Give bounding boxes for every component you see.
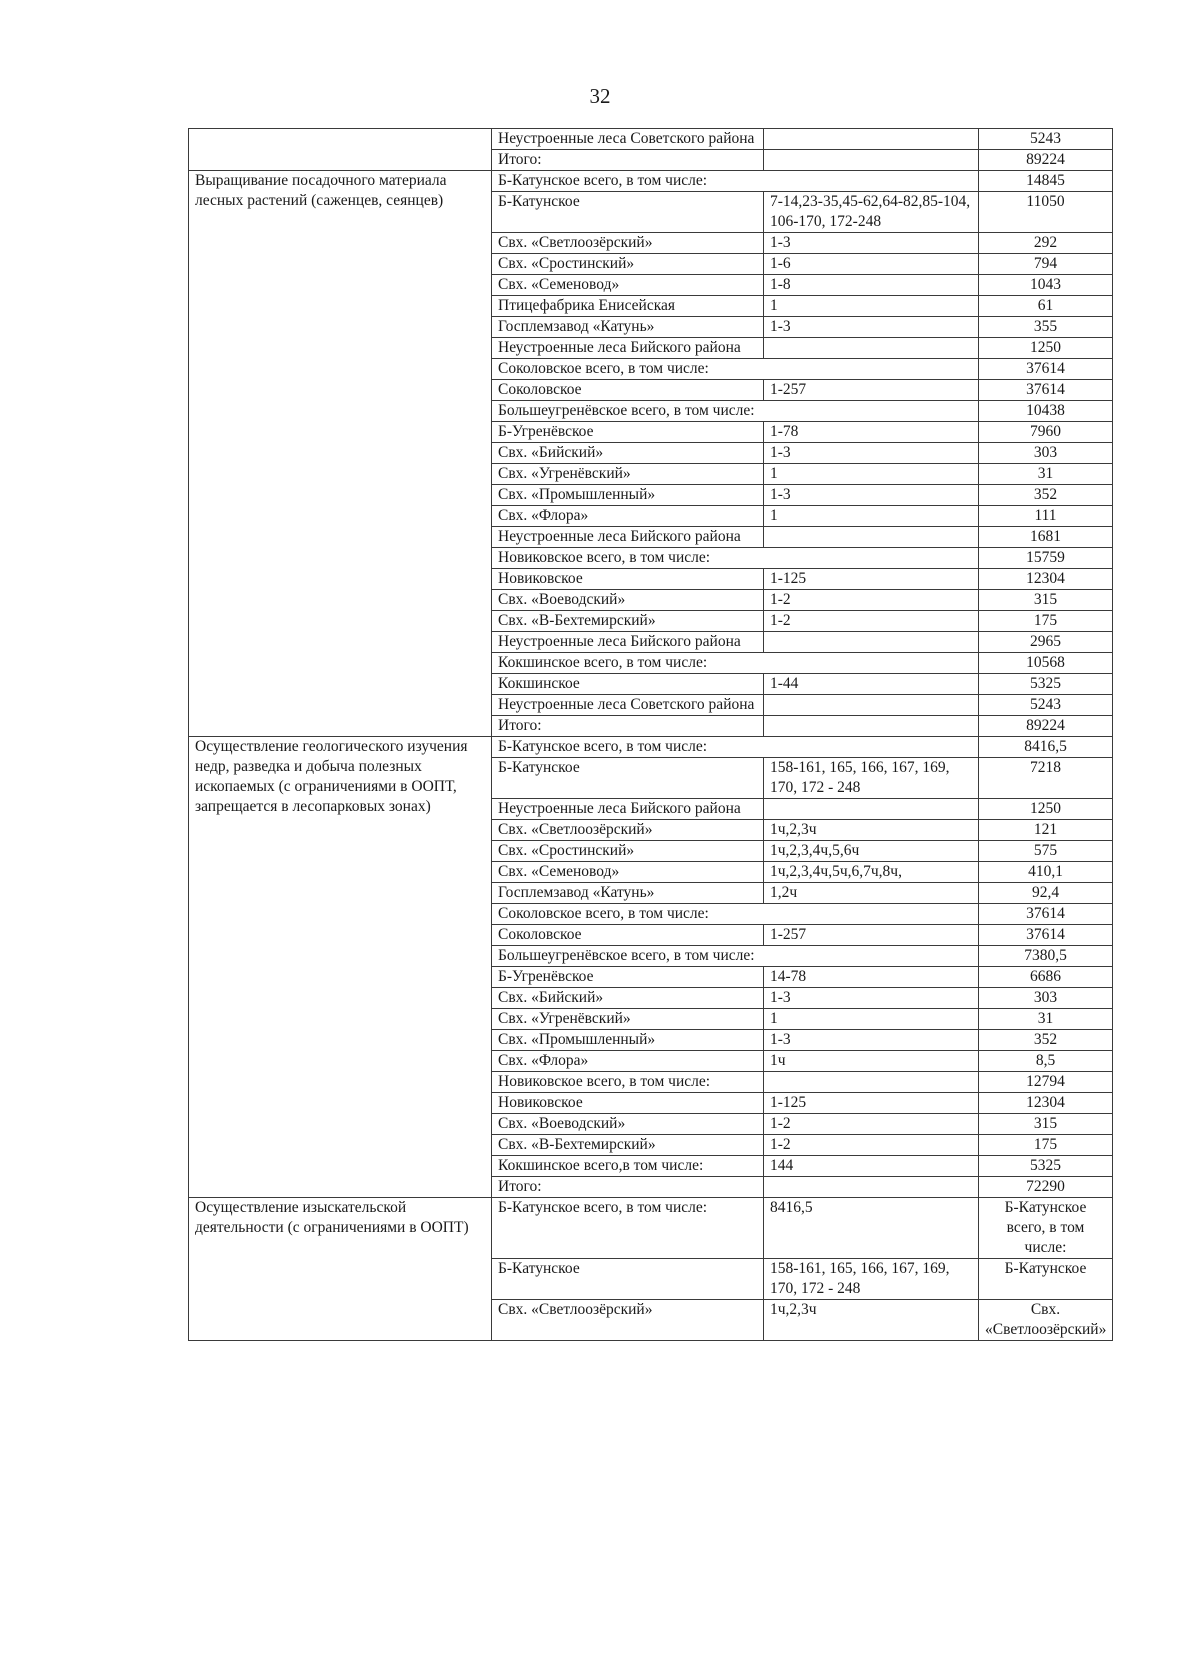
area-cell: 1250: [979, 338, 1113, 359]
area-cell: Б-Катунское всего, в том числе:: [979, 1198, 1113, 1259]
forestry-name-cell: Большеугренёвское всего, в том числе:: [492, 401, 979, 422]
area-cell: 61: [979, 296, 1113, 317]
quarters-cell: 1-3: [764, 485, 979, 506]
forestry-name-cell: Новиковское: [492, 569, 764, 590]
forestry-name-cell: Итого:: [492, 1177, 764, 1198]
quarters-cell: 1ч,2,3ч: [764, 820, 979, 841]
area-cell: 89224: [979, 150, 1113, 171]
table-row: [189, 737, 1113, 758]
area-cell: 121: [979, 820, 1113, 841]
quarters-cell: 1ч: [764, 1051, 979, 1072]
area-cell: 303: [979, 988, 1113, 1009]
activity-cell: [189, 129, 492, 171]
area-cell: 5325: [979, 1156, 1113, 1177]
forestry-name-cell: Свх. «Сростинский»: [492, 254, 764, 275]
forestry-name-cell: Кокшинское: [492, 674, 764, 695]
forestry-name-cell: Кокшинское всего,в том числе:: [492, 1156, 764, 1177]
forestry-name-cell: Свх. «В-Бехтемирский»: [492, 1135, 764, 1156]
quarters-cell: 1-78: [764, 422, 979, 443]
area-cell: 352: [979, 1030, 1113, 1051]
forestry-name-cell: Новиковское всего, в том числе:: [492, 1072, 764, 1093]
forestry-name-cell: Свх. «Семеновод»: [492, 275, 764, 296]
area-cell: 7218: [979, 758, 1113, 799]
quarters-cell: 1: [764, 506, 979, 527]
quarters-cell: 144: [764, 1156, 979, 1177]
quarters-cell: 1ч,2,3,4ч,5,6ч: [764, 841, 979, 862]
quarters-cell: 1: [764, 1009, 979, 1030]
area-cell: 8,5: [979, 1051, 1113, 1072]
forestry-name-cell: Свх. «Угренёвский»: [492, 1009, 764, 1030]
area-cell: 1681: [979, 527, 1113, 548]
quarters-cell: 1-3: [764, 443, 979, 464]
area-cell: 72290: [979, 1177, 1113, 1198]
area-cell: 10438: [979, 401, 1113, 422]
area-cell: 292: [979, 233, 1113, 254]
area-cell: 111: [979, 506, 1113, 527]
area-cell: 37614: [979, 904, 1113, 925]
forestry-name-cell: Свх. «Флора»: [492, 506, 764, 527]
forestry-name-cell: Свх. «Бийский»: [492, 988, 764, 1009]
table-row: [189, 1198, 1113, 1259]
area-cell: Б-Катунское: [979, 1259, 1113, 1300]
quarters-cell: 1,2ч: [764, 883, 979, 904]
quarters-cell: [764, 338, 979, 359]
forestry-name-cell: Свх. «Угренёвский»: [492, 464, 764, 485]
area-cell: 12304: [979, 1093, 1113, 1114]
area-cell: 175: [979, 1135, 1113, 1156]
area-cell: 11050: [979, 192, 1113, 233]
quarters-cell: [764, 1177, 979, 1198]
forestry-name-cell: Итого:: [492, 716, 764, 737]
quarters-cell: 158-161, 165, 166, 167, 169, 170, 172 - 248: [764, 1259, 979, 1300]
forestry-name-cell: Свх. «В-Бехтемирский»: [492, 611, 764, 632]
area-cell: 5243: [979, 695, 1113, 716]
quarters-cell: [764, 799, 979, 820]
area-cell: 355: [979, 317, 1113, 338]
forestry-name-cell: Итого:: [492, 150, 764, 171]
forestry-name-cell: Соколовское всего, в том числе:: [492, 904, 979, 925]
quarters-cell: 1-44: [764, 674, 979, 695]
forest-quarters-table: [188, 128, 1113, 1341]
area-cell: 2965: [979, 632, 1113, 653]
forestry-name-cell: Новиковское всего, в том числе:: [492, 548, 979, 569]
quarters-cell: 1-6: [764, 254, 979, 275]
forestry-name-cell: Свх. «Светлоозёрский»: [492, 233, 764, 254]
quarters-cell: 14-78: [764, 967, 979, 988]
forestry-name-cell: Б-Катунское всего, в том числе:: [492, 171, 979, 192]
page-number: 32: [589, 84, 611, 108]
forestry-name-cell: Неустроенные леса Советского района: [492, 129, 764, 150]
quarters-cell: 1-3: [764, 317, 979, 338]
table-row: [189, 129, 1113, 150]
quarters-cell: [764, 1072, 979, 1093]
area-cell: 31: [979, 464, 1113, 485]
forestry-name-cell: Соколовское: [492, 925, 764, 946]
area-cell: 8416,5: [979, 737, 1113, 758]
forestry-name-cell: Госплемзавод «Катунь»: [492, 317, 764, 338]
quarters-cell: [764, 527, 979, 548]
activity-cell: Выращивание посадочного материала лесных растений (саженцев, сеянцев): [189, 171, 492, 737]
forestry-name-cell: Неустроенные леса Советского района: [492, 695, 764, 716]
area-cell: 6686: [979, 967, 1113, 988]
table-row: [189, 171, 1113, 192]
quarters-cell: 1-257: [764, 925, 979, 946]
forestry-name-cell: Свх. «Воеводский»: [492, 1114, 764, 1135]
area-cell: 315: [979, 590, 1113, 611]
forestry-name-cell: Соколовское: [492, 380, 764, 401]
forestry-name-cell: Б-Угренёвское: [492, 967, 764, 988]
area-cell: 89224: [979, 716, 1113, 737]
quarters-cell: 1-3: [764, 233, 979, 254]
forestry-name-cell: Б-Угренёвское: [492, 422, 764, 443]
area-cell: 303: [979, 443, 1113, 464]
quarters-cell: 1-3: [764, 988, 979, 1009]
forestry-name-cell: Неустроенные леса Бийского района: [492, 799, 764, 820]
activity-cell: Осуществление геологического изучения недр, разведка и добыча полезных ископаемых (с ограничениями в ООПТ, запрещается в лесопарковых зонах): [189, 737, 492, 1198]
area-cell: 7960: [979, 422, 1113, 443]
quarters-cell: 8416,5: [764, 1198, 979, 1259]
forestry-name-cell: Свх. «Флора»: [492, 1051, 764, 1072]
forestry-name-cell: Б-Катунское всего, в том числе:: [492, 737, 979, 758]
activity-cell: Осуществление изыскательской деятельности (с ограничениями в ООПТ): [189, 1198, 492, 1341]
forestry-name-cell: Свх. «Светлоозёрский»: [492, 1300, 764, 1341]
area-cell: 1250: [979, 799, 1113, 820]
area-cell: 794: [979, 254, 1113, 275]
area-cell: 12304: [979, 569, 1113, 590]
forestry-name-cell: Неустроенные леса Бийского района: [492, 527, 764, 548]
quarters-cell: 7-14,23-35,45-62,64-82,85-104, 106-170, 172-248: [764, 192, 979, 233]
forestry-name-cell: Б-Катунское: [492, 1259, 764, 1300]
quarters-cell: 1ч,2,3,4ч,5ч,6,7ч,8ч,: [764, 862, 979, 883]
forestry-name-cell: Свх. «Промышленный»: [492, 1030, 764, 1051]
forestry-name-cell: Свх. «Воеводский»: [492, 590, 764, 611]
area-cell: 352: [979, 485, 1113, 506]
area-cell: 5243: [979, 129, 1113, 150]
area-cell: 10568: [979, 653, 1113, 674]
area-cell: 1043: [979, 275, 1113, 296]
area-cell: 315: [979, 1114, 1113, 1135]
forestry-name-cell: Свх. «Промышленный»: [492, 485, 764, 506]
forestry-name-cell: Неустроенные леса Бийского района: [492, 632, 764, 653]
area-cell: 14845: [979, 171, 1113, 192]
forestry-name-cell: Б-Катунское: [492, 758, 764, 799]
forestry-name-cell: Б-Катунское: [492, 192, 764, 233]
quarters-cell: 1-257: [764, 380, 979, 401]
quarters-cell: 1-2: [764, 611, 979, 632]
quarters-cell: 1-8: [764, 275, 979, 296]
quarters-cell: [764, 716, 979, 737]
quarters-cell: [764, 129, 979, 150]
quarters-cell: 1-2: [764, 1114, 979, 1135]
quarters-cell: [764, 632, 979, 653]
quarters-cell: 1-2: [764, 1135, 979, 1156]
quarters-cell: 1: [764, 464, 979, 485]
quarters-cell: 1-125: [764, 1093, 979, 1114]
forestry-name-cell: Большеугренёвское всего, в том числе:: [492, 946, 979, 967]
forestry-name-cell: Неустроенные леса Бийского района: [492, 338, 764, 359]
area-cell: 37614: [979, 380, 1113, 401]
forestry-name-cell: Соколовское всего, в том числе:: [492, 359, 979, 380]
forestry-name-cell: Б-Катунское всего, в том числе:: [492, 1198, 764, 1259]
area-cell: 15759: [979, 548, 1113, 569]
forestry-name-cell: Госплемзавод «Катунь»: [492, 883, 764, 904]
area-cell: 12794: [979, 1072, 1113, 1093]
area-cell: 410,1: [979, 862, 1113, 883]
quarters-cell: [764, 695, 979, 716]
quarters-cell: [764, 150, 979, 171]
quarters-cell: 1-2: [764, 590, 979, 611]
forestry-name-cell: Свх. «Светлоозёрский»: [492, 820, 764, 841]
area-cell: 7380,5: [979, 946, 1113, 967]
quarters-cell: 1-3: [764, 1030, 979, 1051]
area-cell: 31: [979, 1009, 1113, 1030]
area-cell: 175: [979, 611, 1113, 632]
area-cell: 37614: [979, 925, 1113, 946]
forestry-name-cell: Новиковское: [492, 1093, 764, 1114]
forestry-name-cell: Кокшинское всего, в том числе:: [492, 653, 979, 674]
quarters-cell: 158-161, 165, 166, 167, 169, 170, 172 - 248: [764, 758, 979, 799]
forestry-name-cell: Свх. «Бийский»: [492, 443, 764, 464]
area-cell: Свх. «Светлоозёрский»: [979, 1300, 1113, 1341]
area-cell: 92,4: [979, 883, 1113, 904]
area-cell: 575: [979, 841, 1113, 862]
area-cell: 5325: [979, 674, 1113, 695]
quarters-cell: 1: [764, 296, 979, 317]
quarters-cell: 1-125: [764, 569, 979, 590]
quarters-cell: 1ч,2,3ч: [764, 1300, 979, 1341]
forestry-name-cell: Свх. «Сростинский»: [492, 841, 764, 862]
area-cell: 37614: [979, 359, 1113, 380]
forestry-name-cell: Свх. «Семеновод»: [492, 862, 764, 883]
forestry-name-cell: Птицефабрика Енисейская: [492, 296, 764, 317]
